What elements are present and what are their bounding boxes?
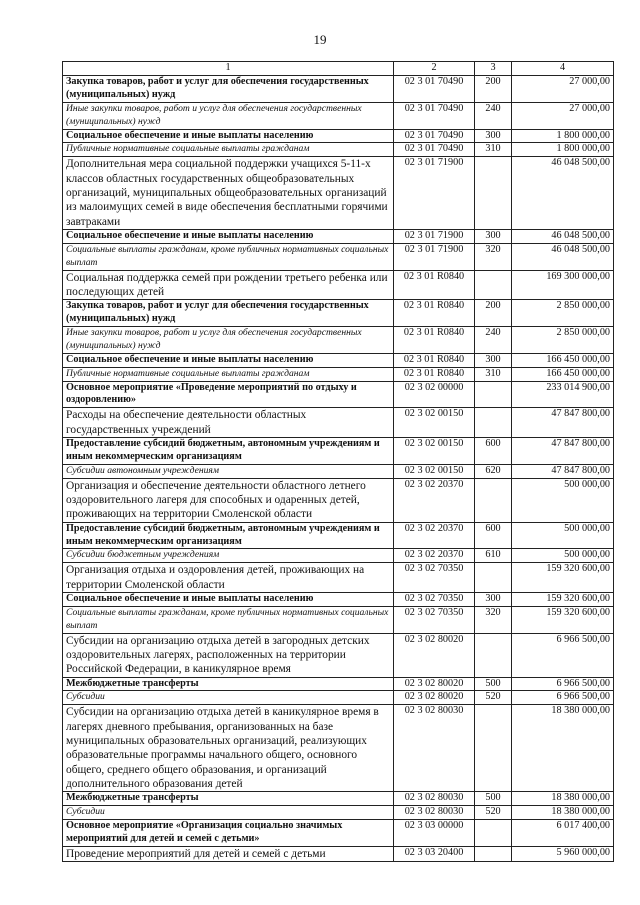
table-row <box>63 549 614 563</box>
row-target-code: 02 3 03 00000 <box>394 819 475 846</box>
row-expense-type: 320 <box>475 243 512 270</box>
table-row <box>63 381 614 408</box>
table-row <box>63 270 614 300</box>
table-row <box>63 522 614 549</box>
row-target-code: 02 3 01 R0840 <box>394 353 475 367</box>
row-amount: 233 014 900,00 <box>512 381 614 408</box>
row-expense-type: 310 <box>475 143 512 157</box>
row-name: Предоставление субсидий бюджетным, автономным учреждениям и иным некоммерческим организациям <box>63 522 394 549</box>
table-row <box>63 705 614 792</box>
row-amount: 500 000,00 <box>512 478 614 522</box>
row-expense-type <box>475 846 512 861</box>
row-amount: 27 000,00 <box>512 75 614 102</box>
row-amount: 18 380 000,00 <box>512 792 614 806</box>
row-amount: 6 017 400,00 <box>512 819 614 846</box>
row-name: Межбюджетные трансферты <box>63 677 394 691</box>
row-expense-type <box>475 381 512 408</box>
row-amount: 18 380 000,00 <box>512 806 614 820</box>
row-amount: 169 300 000,00 <box>512 270 614 300</box>
row-name: Расходы на обеспечение деятельности областных государственных учреждений <box>63 408 394 438</box>
table-row <box>63 478 614 522</box>
row-target-code: 02 3 02 80030 <box>394 705 475 792</box>
row-expense-type: 300 <box>475 592 512 606</box>
row-amount: 47 847 800,00 <box>512 408 614 438</box>
row-amount: 18 380 000,00 <box>512 705 614 792</box>
row-amount: 166 450 000,00 <box>512 367 614 381</box>
table-row <box>63 243 614 270</box>
row-name: Организация отдыха и оздоровления детей, проживающих на территории Смоленской области <box>63 563 394 593</box>
row-target-code: 02 3 02 20370 <box>394 522 475 549</box>
row-target-code: 02 3 01 R0840 <box>394 326 475 353</box>
row-name: Субсидии на организацию отдыха детей в загородных детских оздоровительных лагерях, расположенных на территории Российской Федерации, в каникулярное время <box>63 633 394 677</box>
row-expense-type: 200 <box>475 300 512 327</box>
row-amount: 6 966 500,00 <box>512 677 614 691</box>
row-name: Проведение мероприятий для детей и семей с детьми <box>63 846 394 861</box>
row-amount: 27 000,00 <box>512 102 614 129</box>
row-expense-type <box>475 157 512 229</box>
row-amount: 159 320 600,00 <box>512 606 614 633</box>
row-target-code: 02 3 02 80030 <box>394 792 475 806</box>
row-name: Субсидии автономным учреждениям <box>63 464 394 478</box>
row-target-code: 02 3 02 00150 <box>394 464 475 478</box>
table-row <box>63 633 614 677</box>
row-name: Дополнительная мера социальной поддержки учащихся 5-11-х классов областных государственных общеобразовательных организаций, муниципальных общеобразовательных организаций из малоимущих семей в виде обеспечения бесплатными горячими завтраками <box>63 157 394 229</box>
row-name: Организация и обеспечение деятельности областного летнего оздоровительного лагеря для способных и одаренных детей, проживающих на территории Смоленской области <box>63 478 394 522</box>
row-name: Закупка товаров, работ и услуг для обеспечения государственных (муниципальных) нужд <box>63 300 394 327</box>
table-row <box>63 326 614 353</box>
row-target-code: 02 3 01 71900 <box>394 243 475 270</box>
row-amount: 46 048 500,00 <box>512 229 614 243</box>
row-target-code: 02 3 02 70350 <box>394 606 475 633</box>
row-target-code: 02 3 01 70490 <box>394 75 475 102</box>
row-name: Публичные нормативные социальные выплаты гражданам <box>63 367 394 381</box>
row-target-code: 02 3 01 70490 <box>394 129 475 143</box>
row-target-code: 02 3 01 70490 <box>394 143 475 157</box>
row-name: Публичные нормативные социальные выплаты гражданам <box>63 143 394 157</box>
row-expense-type: 300 <box>475 129 512 143</box>
table-row <box>63 437 614 464</box>
row-expense-type <box>475 563 512 593</box>
table-row <box>63 846 614 861</box>
row-target-code: 02 3 02 70350 <box>394 563 475 593</box>
row-name: Субсидии <box>63 806 394 820</box>
row-target-code: 02 3 02 20370 <box>394 549 475 563</box>
row-name: Социальное обеспечение и иные выплаты населению <box>63 229 394 243</box>
table-header-row <box>63 62 614 76</box>
row-expense-type <box>475 705 512 792</box>
table-body <box>63 75 614 861</box>
row-name: Межбюджетные трансферты <box>63 792 394 806</box>
row-name: Социальное обеспечение и иные выплаты населению <box>63 353 394 367</box>
table-row <box>63 677 614 691</box>
row-amount: 5 960 000,00 <box>512 846 614 861</box>
row-target-code: 02 3 01 R0840 <box>394 270 475 300</box>
table-row <box>63 129 614 143</box>
row-amount: 1 800 000,00 <box>512 143 614 157</box>
table-row <box>63 806 614 820</box>
table-row <box>63 691 614 705</box>
row-amount: 159 320 600,00 <box>512 592 614 606</box>
row-name: Иные закупки товаров, работ и услуг для обеспечения государственных (муниципальных) нужд <box>63 102 394 129</box>
row-name: Субсидии на организацию отдыха детей в каникулярное время в лагерях дневного пребывания, организованных на базе муниципальных образовательных организаций, реализующих образовательные программы начального общего, основного общего, среднего общего образования, и организаций дополнительного образования детей <box>63 705 394 792</box>
table-row <box>63 408 614 438</box>
row-amount: 6 966 500,00 <box>512 633 614 677</box>
row-amount: 500 000,00 <box>512 549 614 563</box>
column-header-2: 2 <box>394 62 475 76</box>
row-expense-type: 600 <box>475 437 512 464</box>
row-expense-type: 620 <box>475 464 512 478</box>
row-amount: 166 450 000,00 <box>512 353 614 367</box>
row-amount: 6 966 500,00 <box>512 691 614 705</box>
row-expense-type: 320 <box>475 606 512 633</box>
row-name: Социальные выплаты гражданам, кроме публичных нормативных социальных выплат <box>63 606 394 633</box>
page-number: 19 <box>313 32 327 47</box>
table-row <box>63 819 614 846</box>
row-expense-type <box>475 270 512 300</box>
table-row <box>63 367 614 381</box>
table-row <box>63 229 614 243</box>
row-target-code: 02 3 01 R0840 <box>394 367 475 381</box>
row-name: Предоставление субсидий бюджетным, автономным учреждениям и иным некоммерческим организациям <box>63 437 394 464</box>
row-amount: 2 850 000,00 <box>512 326 614 353</box>
row-amount: 159 320 600,00 <box>512 563 614 593</box>
row-expense-type: 600 <box>475 522 512 549</box>
row-target-code: 02 3 01 71900 <box>394 157 475 229</box>
row-target-code: 02 3 02 00150 <box>394 437 475 464</box>
row-amount: 47 847 800,00 <box>512 437 614 464</box>
row-target-code: 02 3 03 20400 <box>394 846 475 861</box>
row-amount: 2 850 000,00 <box>512 300 614 327</box>
row-target-code: 02 3 02 00150 <box>394 408 475 438</box>
row-expense-type: 240 <box>475 326 512 353</box>
column-header-4: 4 <box>512 62 614 76</box>
row-expense-type: 200 <box>475 75 512 102</box>
row-target-code: 02 3 02 20370 <box>394 478 475 522</box>
row-name: Социальное обеспечение и иные выплаты населению <box>63 129 394 143</box>
row-expense-type: 520 <box>475 691 512 705</box>
row-expense-type: 500 <box>475 792 512 806</box>
table-row <box>63 353 614 367</box>
row-name: Социальная поддержка семей при рождении третьего ребенка или последующих детей <box>63 270 394 300</box>
row-name: Социальное обеспечение и иные выплаты населению <box>63 592 394 606</box>
row-expense-type: 300 <box>475 229 512 243</box>
row-target-code: 02 3 02 80020 <box>394 691 475 705</box>
row-expense-type: 610 <box>475 549 512 563</box>
row-target-code: 02 3 02 80020 <box>394 677 475 691</box>
row-expense-type <box>475 478 512 522</box>
column-header-3: 3 <box>475 62 512 76</box>
table-row <box>63 300 614 327</box>
row-expense-type <box>475 819 512 846</box>
table-row <box>63 563 614 593</box>
row-name: Социальные выплаты гражданам, кроме публичных нормативных социальных выплат <box>63 243 394 270</box>
row-expense-type: 240 <box>475 102 512 129</box>
table-row <box>63 102 614 129</box>
table-row <box>63 75 614 102</box>
row-name: Основное мероприятие «Организация социально значимых мероприятий для детей и семей с детьми» <box>63 819 394 846</box>
row-target-code: 02 3 01 70490 <box>394 102 475 129</box>
row-name: Субсидии <box>63 691 394 705</box>
row-amount: 1 800 000,00 <box>512 129 614 143</box>
budget-table <box>62 61 614 862</box>
row-name: Субсидии бюджетным учреждениям <box>63 549 394 563</box>
row-name: Иные закупки товаров, работ и услуг для обеспечения государственных (муниципальных) нужд <box>63 326 394 353</box>
row-target-code: 02 3 01 R0840 <box>394 300 475 327</box>
column-header-1: 1 <box>63 62 394 76</box>
row-target-code: 02 3 02 80020 <box>394 633 475 677</box>
table-row <box>63 157 614 229</box>
table-row <box>63 792 614 806</box>
row-name: Основное мероприятие «Проведение мероприятий по отдыху и оздоровлению» <box>63 381 394 408</box>
row-amount: 46 048 500,00 <box>512 243 614 270</box>
row-name: Закупка товаров, работ и услуг для обеспечения государственных (муниципальных) нужд <box>63 75 394 102</box>
row-expense-type: 300 <box>475 353 512 367</box>
table-row <box>63 592 614 606</box>
row-expense-type <box>475 633 512 677</box>
row-expense-type <box>475 408 512 438</box>
row-target-code: 02 3 02 70350 <box>394 592 475 606</box>
row-amount: 500 000,00 <box>512 522 614 549</box>
table-row <box>63 143 614 157</box>
row-expense-type: 310 <box>475 367 512 381</box>
row-amount: 47 847 800,00 <box>512 464 614 478</box>
row-target-code: 02 3 02 00000 <box>394 381 475 408</box>
table-row <box>63 606 614 633</box>
table-row <box>63 464 614 478</box>
row-expense-type: 520 <box>475 806 512 820</box>
row-target-code: 02 3 02 80030 <box>394 806 475 820</box>
row-target-code: 02 3 01 71900 <box>394 229 475 243</box>
row-amount: 46 048 500,00 <box>512 157 614 229</box>
row-expense-type: 500 <box>475 677 512 691</box>
